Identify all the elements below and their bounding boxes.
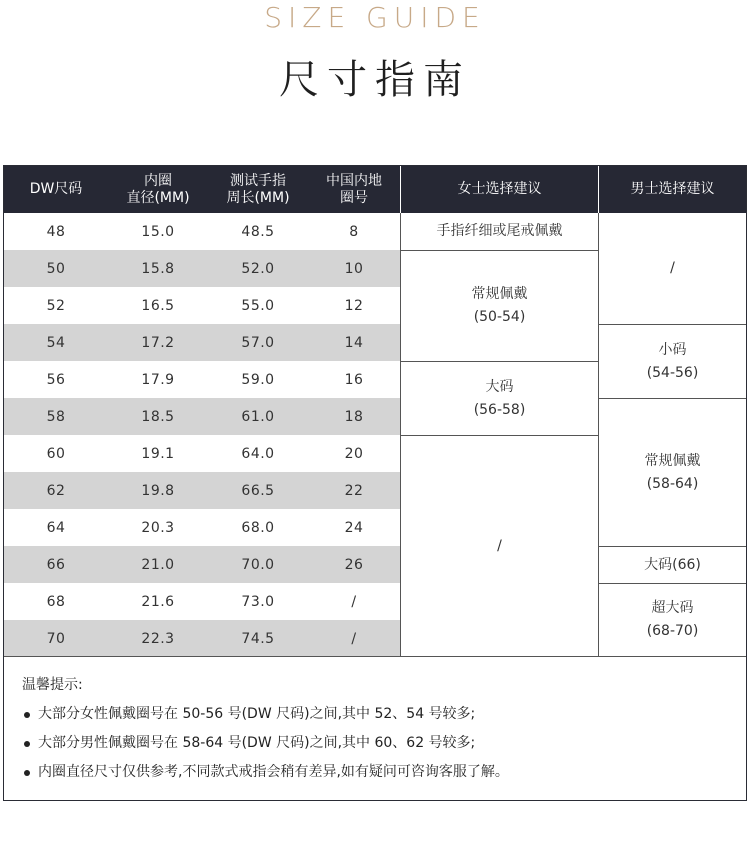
cell-dw: 54 [46, 334, 66, 351]
cell-divider [599, 546, 746, 547]
cell-divider [599, 583, 746, 584]
cell-cn-size: 8 [349, 223, 359, 240]
bullet-icon [24, 741, 30, 747]
cell-dw: 64 [46, 519, 66, 536]
cell-circumference: 55.0 [241, 297, 275, 314]
header-finger-circumference: 测试手指 周长(MM) [226, 172, 290, 206]
cell-cn-size: 20 [344, 445, 364, 462]
women-advice-regular: 常规佩戴 (50-54) [401, 251, 598, 361]
men-advice-small: 小码 (54-56) [599, 325, 746, 398]
cell-circumference: 57.0 [241, 334, 275, 351]
tips-section [4, 656, 746, 800]
cell-dw: 48 [46, 223, 66, 240]
cell-divider [599, 398, 746, 399]
cell-dw: 70 [46, 630, 66, 647]
table-row [4, 509, 400, 546]
table-row [4, 546, 400, 583]
table-row [4, 472, 400, 509]
cell-dw: 62 [46, 482, 66, 499]
cell-circumference: 61.0 [241, 408, 275, 425]
bullet-icon [24, 770, 30, 776]
table-row [4, 287, 400, 324]
men-advice-none: / [599, 213, 746, 324]
cell-circumference: 70.0 [241, 556, 275, 573]
cell-cn-size: / [351, 630, 357, 647]
table-header [4, 166, 746, 213]
size-guide-title: SIZE GUIDE [264, 1, 486, 34]
cell-diameter: 16.5 [141, 297, 175, 314]
table-row [4, 435, 400, 472]
tips-title: 温馨提示: [22, 677, 83, 693]
table-row [4, 398, 400, 435]
cell-dw: 56 [46, 371, 66, 388]
cell-divider [401, 361, 598, 362]
cell-circumference: 73.0 [241, 593, 275, 610]
tip-item: 大部分女性佩戴圈号在 50-56 号(DW 尺码)之间,其中 52、54 号较多; [22, 700, 728, 729]
cell-diameter: 20.3 [141, 519, 175, 536]
men-advice-large: 大码(66) [599, 547, 746, 583]
cell-dw: 58 [46, 408, 66, 425]
table-row [4, 324, 400, 361]
table-row [4, 620, 400, 657]
cell-divider [599, 324, 746, 325]
women-advice-large: 大码 (56-58) [401, 362, 598, 435]
cell-diameter: 17.2 [141, 334, 175, 351]
bullet-icon [24, 712, 30, 718]
cell-circumference: 52.0 [241, 260, 275, 277]
table-row [4, 583, 400, 620]
cell-dw: 60 [46, 445, 66, 462]
tip-item: 内圈直径尺寸仅供参考,不同款式戒指会稍有差异,如有疑问可咨询客服了解。 [22, 758, 728, 787]
header-dw-size: DW尺码 [29, 181, 83, 197]
cell-circumference: 48.5 [241, 223, 275, 240]
women-advice-thin: 手指纤细或尾戒佩戴 [401, 213, 598, 250]
cell-cn-size: 26 [344, 556, 364, 573]
cell-dw: 52 [46, 297, 66, 314]
men-advice-regular: 常规佩戴 (58-64) [599, 399, 746, 546]
cell-diameter: 15.0 [141, 223, 175, 240]
column-divider [598, 213, 599, 656]
table-row [4, 213, 400, 250]
tip-item: 大部分男性佩戴圈号在 58-64 号(DW 尺码)之间,其中 60、62 号较多; [22, 729, 728, 758]
cell-diameter: 22.3 [141, 630, 175, 647]
cell-circumference: 66.5 [241, 482, 275, 499]
cell-cn-size: 24 [344, 519, 364, 536]
size-guide-cn-title: 尺寸指南 [279, 57, 471, 103]
cell-diameter: 18.5 [141, 408, 175, 425]
cell-cn-size: 10 [344, 260, 364, 277]
header-men-advice: 男士选择建议 [630, 181, 715, 197]
cell-circumference: 59.0 [241, 371, 275, 388]
cell-cn-size: / [351, 593, 357, 610]
cell-dw: 68 [46, 593, 66, 610]
cell-cn-size: 22 [344, 482, 364, 499]
cell-diameter: 17.9 [141, 371, 175, 388]
cell-dw: 66 [46, 556, 66, 573]
cell-cn-size: 18 [344, 408, 364, 425]
cell-cn-size: 12 [344, 297, 364, 314]
table-row [4, 250, 400, 287]
header-women-advice: 女士选择建议 [457, 181, 542, 197]
cell-diameter: 15.8 [141, 260, 175, 277]
cell-divider [401, 435, 598, 436]
cell-cn-size: 16 [344, 371, 364, 388]
cell-circumference: 74.5 [241, 630, 275, 647]
header-inner-diameter: 内圈 直径(MM) [126, 172, 190, 206]
size-table [3, 165, 747, 801]
table-row [4, 361, 400, 398]
cell-cn-size: 14 [344, 334, 364, 351]
cell-divider [401, 250, 598, 251]
cell-circumference: 64.0 [241, 445, 275, 462]
men-advice-xl: 超大码 (68-70) [599, 584, 746, 656]
cell-diameter: 19.8 [141, 482, 175, 499]
cell-circumference: 68.0 [241, 519, 275, 536]
cell-dw: 50 [46, 260, 66, 277]
header-cn-ring-size: 中国内地 圈号 [326, 172, 382, 206]
cell-diameter: 21.6 [141, 593, 175, 610]
women-advice-none: / [401, 436, 598, 656]
cell-diameter: 21.0 [141, 556, 175, 573]
cell-diameter: 19.1 [141, 445, 175, 462]
